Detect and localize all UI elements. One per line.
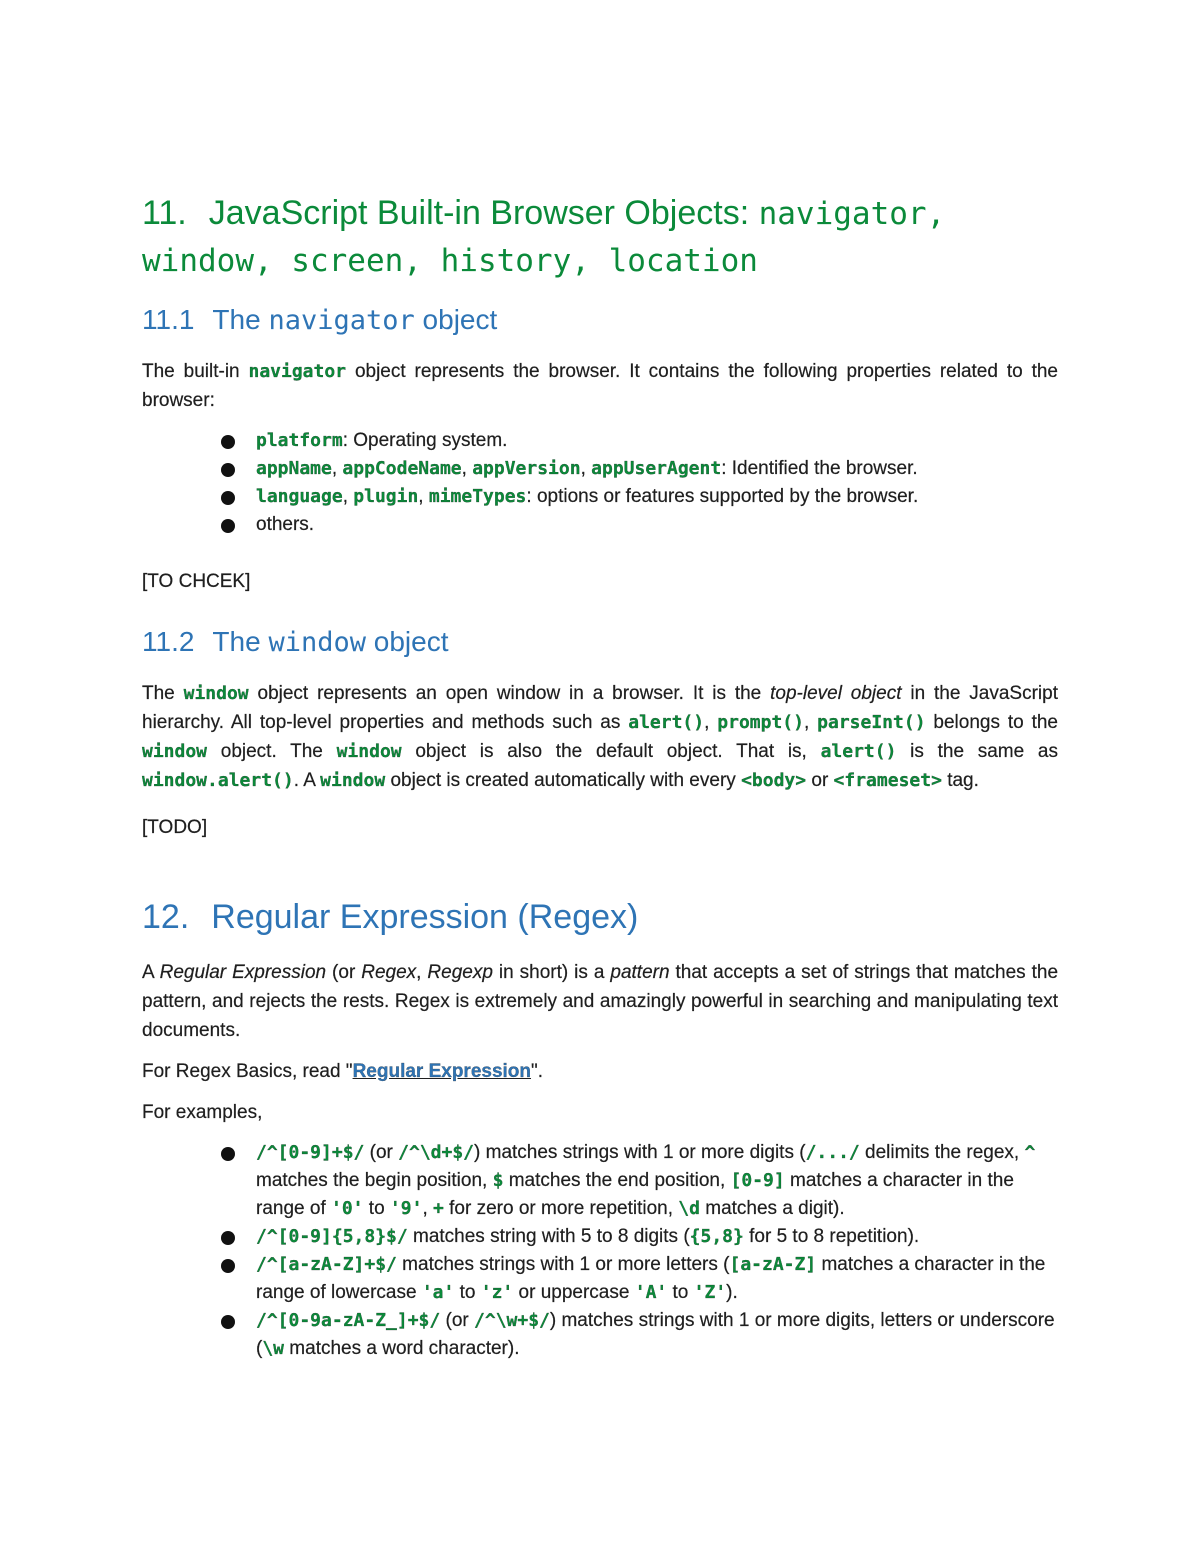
text: matches a word character). — [284, 1338, 520, 1359]
code-window: window — [320, 770, 386, 791]
bullet-icon — [221, 1259, 235, 1273]
section-11-2-number: 11.2 — [142, 626, 195, 657]
list-item — [254, 1223, 1058, 1251]
code-regex: /^[0-9a-zA-Z_]+$/ — [256, 1310, 441, 1331]
text: object represents an open window in a browser. It is the — [248, 683, 771, 704]
text: matches a digit). — [699, 1198, 845, 1219]
section-11-1-heading — [142, 302, 1058, 339]
text: object. The — [207, 741, 337, 762]
text: ". — [531, 1061, 544, 1082]
text: belongs to the — [925, 712, 1059, 733]
text: to — [363, 1198, 390, 1219]
bullet-icon — [221, 519, 235, 533]
code-parseint: parseInt() — [817, 712, 926, 733]
text: For Regex Basics, read " — [142, 1061, 353, 1082]
navigator-properties-list — [142, 427, 1058, 539]
code-window: window — [183, 683, 249, 704]
emphasis-regular-expression: Regular Expression — [159, 962, 327, 983]
section-11-title-code-navigator: navigator, — [758, 196, 946, 232]
text: object is created automatically with every — [385, 770, 742, 791]
code-char: 'a' — [421, 1282, 455, 1303]
text: ). — [726, 1282, 738, 1303]
section-11-1-title-post: object — [414, 304, 498, 335]
list-item-text: others. — [256, 514, 315, 535]
code-alert: alert() — [820, 741, 897, 762]
section-12-heading — [142, 894, 1058, 940]
bullet-icon — [221, 1315, 235, 1329]
text: matches string with 5 to 8 digits ( — [407, 1226, 690, 1247]
code-delimiter: /.../ — [805, 1142, 860, 1163]
text: tag. — [941, 770, 979, 791]
section-11-2-title-post: object — [366, 626, 449, 657]
code-window-alert: window.alert() — [142, 770, 294, 791]
code-appcodename: appCodeName — [342, 458, 462, 479]
code-regex: /^[a-zA-Z]+$/ — [256, 1254, 397, 1275]
code-appversion: appVersion — [472, 458, 581, 479]
section-11-2-heading — [142, 624, 1058, 661]
code-range: [a-zA-Z] — [729, 1254, 817, 1275]
list-item-text: : Identified the browser. — [721, 458, 918, 479]
text: or uppercase — [513, 1282, 635, 1303]
text: to — [454, 1282, 481, 1303]
text: (or — [326, 962, 362, 983]
separator: , — [342, 486, 354, 507]
list-item — [254, 483, 1058, 511]
code-char: 'Z' — [693, 1282, 727, 1303]
code-regex: /^[0-9]+$/ — [256, 1142, 365, 1163]
to-check-note: [TO CHCEK] — [142, 571, 251, 592]
text: is the same as — [896, 741, 1058, 762]
separator: , — [580, 458, 592, 479]
examples-paragraph: For examples, — [142, 1102, 263, 1123]
window-object-paragraph — [142, 679, 1058, 795]
intro-text-2: object represents the browser. It contains the following properties related to the browser: — [142, 361, 1058, 411]
code-language: language — [256, 486, 343, 507]
section-11-1-title-code: navigator — [268, 305, 415, 336]
text: in short) is a — [492, 962, 611, 983]
code-plugin: plugin — [353, 486, 419, 507]
list-item — [254, 511, 1058, 539]
code-platform: platform — [256, 430, 343, 451]
code-char: '0' — [331, 1198, 364, 1219]
code-char: '9' — [389, 1198, 423, 1219]
regular-expression-link[interactable]: Regular Expression — [352, 1061, 532, 1082]
regex-examples-list — [142, 1139, 1058, 1363]
section-11-number: 11. — [142, 194, 187, 232]
bullet-icon — [221, 435, 235, 449]
navigator-code: navigator — [248, 361, 347, 382]
regex-basics-paragraph — [142, 1057, 1058, 1086]
text: object is also the default object. That is, — [401, 741, 821, 762]
emphasis-regex: Regex — [361, 962, 417, 983]
separator: , — [331, 458, 343, 479]
code-char: 'z' — [480, 1282, 514, 1303]
section-11-heading — [142, 190, 1058, 284]
text: , — [704, 712, 718, 733]
section-11-title-code-objects: window, screen, history, location — [142, 243, 758, 279]
text: ) matches strings with 1 or more digits, letters or underscore ( — [256, 1310, 1055, 1359]
code-mimetypes: mimeTypes — [428, 486, 527, 507]
code-regex: /^\d+$/ — [398, 1142, 475, 1163]
code-plus: + — [433, 1198, 444, 1219]
text: (or — [440, 1310, 475, 1331]
code-prompt: prompt() — [717, 712, 804, 733]
section-11-1-number: 11.1 — [142, 304, 195, 335]
code-dollar: $ — [492, 1170, 504, 1191]
text: The — [142, 683, 184, 704]
list-item — [254, 1251, 1058, 1307]
text: or — [806, 770, 834, 791]
code-regex: /^[0-9]{5,8}$/ — [256, 1226, 408, 1247]
section-11-title-text: JavaScript Built-in Browser Objects: — [208, 194, 759, 232]
code-quantifier: {5,8} — [689, 1226, 744, 1247]
code-appuseragent: appUserAgent — [591, 458, 722, 479]
text: that accepts a set of strings that matches the pattern, and rejects the rests. Regex is extremely and amazingly powerful in searching and manipulating text documents. — [142, 962, 1059, 1041]
list-item-text: : options or features supported by the browser. — [526, 486, 919, 507]
text: , — [422, 1198, 433, 1219]
bullet-icon — [221, 491, 235, 505]
list-item — [254, 427, 1058, 455]
separator: , — [461, 458, 473, 479]
text: ) matches strings with 1 or more digits ( — [474, 1142, 806, 1163]
code-frameset-tag: <frameset> — [833, 770, 942, 791]
section-12-number: 12. — [142, 898, 190, 936]
list-item — [254, 455, 1058, 483]
code-char: 'A' — [634, 1282, 668, 1303]
list-item — [254, 1139, 1058, 1223]
text: for zero or more repetition, — [443, 1198, 679, 1219]
bullet-icon — [221, 463, 235, 477]
list-item — [254, 1307, 1058, 1363]
text: for 5 to 8 repetition). — [743, 1226, 920, 1247]
emphasis-pattern: pattern — [610, 962, 670, 983]
emphasis-regexp: Regexp — [427, 962, 493, 983]
code-appname: appName — [256, 458, 332, 479]
section-11-1-title-pre: The — [212, 304, 269, 335]
emphasis-top-level-object: top-level object — [770, 683, 902, 704]
section-11-2-title-pre: The — [212, 626, 269, 657]
text: A — [142, 962, 160, 983]
code-range: [0-9] — [730, 1170, 785, 1191]
code-digit: \d — [678, 1198, 700, 1219]
section-11-2-title-code: window — [268, 627, 366, 658]
bullet-icon — [221, 1147, 235, 1161]
text: , — [803, 712, 818, 733]
code-regex: /^\w+$/ — [474, 1310, 550, 1331]
code-window: window — [142, 741, 208, 762]
text: matches a character in the range of — [256, 1170, 1014, 1219]
text: matches the end position, — [503, 1170, 731, 1191]
text: , — [416, 962, 428, 983]
text: delimits the regex, — [859, 1142, 1025, 1163]
code-alert: alert() — [628, 712, 705, 733]
document-page — [142, 190, 1058, 1363]
code-caret: ^ — [1024, 1142, 1036, 1163]
list-item-text: : Operating system. — [342, 430, 508, 451]
code-word-char: \w — [262, 1338, 285, 1359]
bullet-icon — [221, 1231, 235, 1245]
text: in the JavaScript hierarchy. All top-level properties and methods such as — [142, 683, 1058, 733]
text: (or — [364, 1142, 399, 1163]
text: matches strings with 1 or more letters ( — [396, 1254, 730, 1275]
separator: , — [418, 486, 429, 507]
text: matches the begin position, — [256, 1170, 493, 1191]
text: matches a character in the range of lowercase — [256, 1254, 1046, 1303]
regex-intro-paragraph — [142, 958, 1058, 1045]
text: to — [667, 1282, 694, 1303]
code-body-tag: <body> — [741, 770, 807, 791]
code-window: window — [336, 741, 402, 762]
todo-note: [TODO] — [142, 817, 208, 838]
navigator-intro-paragraph — [142, 357, 1058, 415]
text: . A — [293, 770, 321, 791]
intro-text-1: The built-in — [142, 361, 249, 382]
section-12-title: Regular Expression (Regex) — [211, 898, 639, 936]
